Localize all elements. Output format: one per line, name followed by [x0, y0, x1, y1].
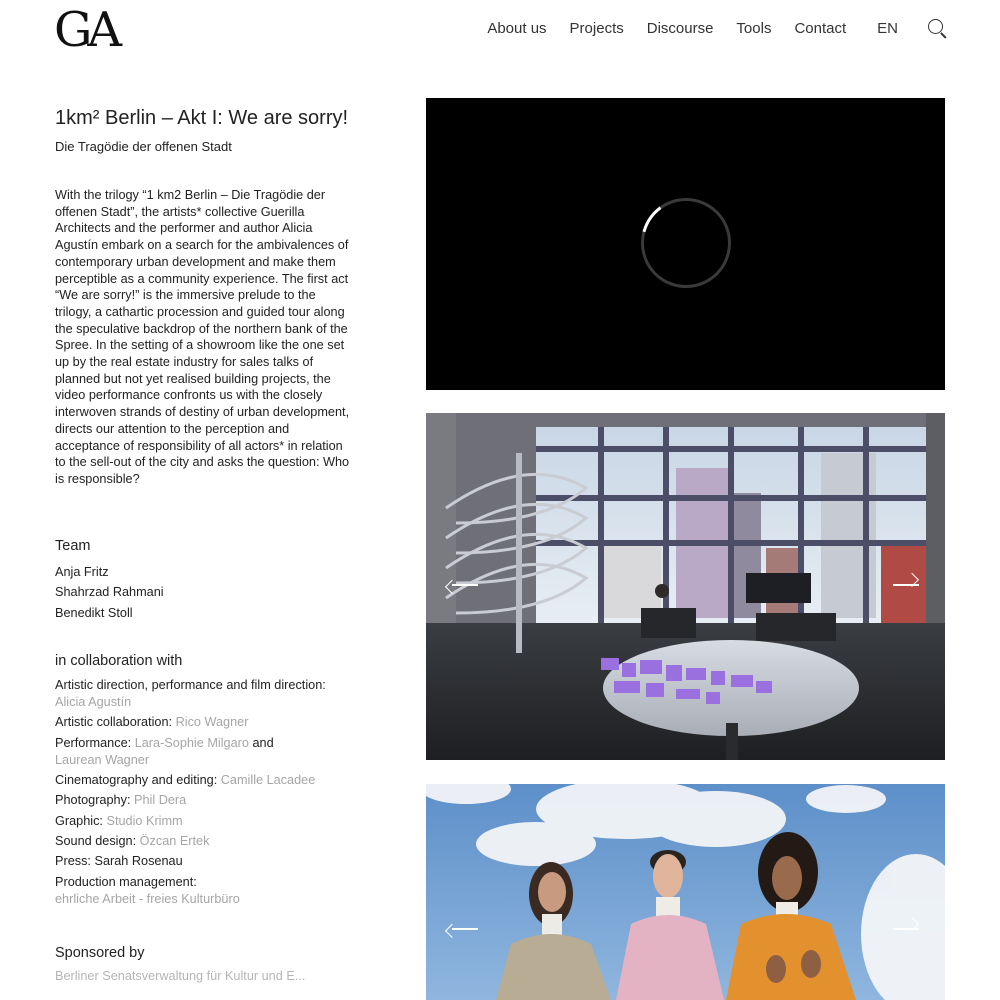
credit-row — [55, 772, 355, 789]
arrow-right-icon — [893, 584, 919, 586]
credit-row — [55, 853, 355, 870]
credit-row — [55, 833, 355, 850]
page-title: 1km² Berlin – Akt I: We are sorry! — [55, 107, 349, 129]
video-player[interactable] — [426, 98, 945, 390]
site-header — [0, 0, 1000, 70]
gallery-next-button[interactable] — [891, 919, 921, 939]
nav-discourse[interactable]: Discourse — [646, 20, 714, 37]
credit-role: Press: Sarah Rosenau — [55, 854, 183, 869]
credit-role: Graphic: — [55, 813, 103, 828]
credit-name-link[interactable]: Rico Wagner — [175, 715, 249, 730]
gallery-prev-button[interactable] — [450, 575, 480, 595]
credit-row — [55, 813, 355, 830]
credit-row — [55, 735, 355, 769]
main-nav — [464, 18, 948, 40]
credit-name-link[interactable]: Phil Dera — [134, 793, 187, 808]
project-info — [55, 107, 355, 983]
page-subtitle: Die Tragödie der offenen Stadt — [55, 139, 232, 154]
gallery-prev-button[interactable] — [450, 919, 480, 939]
team-member: Shahrzad Rahmani — [55, 585, 164, 600]
credit-name-link[interactable]: Studio Krimm — [106, 813, 183, 828]
credit-role: Photography: — [55, 793, 131, 808]
project-description: With the trilogy “1 km2 Berlin – Die Tragödie der offenen Stadt”, the artists* collective Guerilla Architects and the performer and author Alicia Agustín embark on a search for the ambivalences of contemporary urban development and make them perceptible as a community experience. The first act “We are sorry!” is the immersive prelude to the trilogy, a cathartic procession and guided tour along the speculative backdrop of the northern bank of the Spree. In the setting of a showroom like the one set up by the real estate industry for sales talks of planned but not yet realised building projects, the video performance confronts us with the closely interwoven strands of destiny of urban development, directs our attention to the perception and acceptance of responsibility of all actors* in relation to the sell-out of the city and asks the question: Who is responsible? — [55, 188, 350, 486]
credit-role: Sound design: — [55, 834, 137, 849]
credit-name-link[interactable]: Lara-Sophie Milgaro — [134, 735, 249, 750]
team-member: Benedikt Stoll — [55, 605, 133, 620]
team-heading: Team — [55, 537, 91, 554]
credit-role: Artistic direction, performance and film direction: — [55, 678, 326, 693]
credit-name-link[interactable]: ehrliche Arbeit - freies Kulturbüro — [55, 891, 240, 906]
sponsor-text[interactable]: Berliner Senatsverwaltung für Kultur und E... — [55, 969, 306, 984]
logo[interactable]: GA — [54, 2, 118, 58]
collaboration-heading: in collaboration with — [55, 653, 183, 670]
team-member: Anja Fritz — [55, 564, 109, 579]
credit-role: Artistic collaboration: — [55, 715, 173, 730]
sponsor-heading: Sponsored by — [55, 945, 145, 962]
nav-contact[interactable]: Contact — [794, 20, 847, 37]
arrow-right-icon — [893, 928, 919, 930]
credit-row — [55, 714, 355, 731]
credit-role: Cinematography and editing: — [55, 772, 218, 787]
credit-row — [55, 677, 355, 711]
image-gallery-showroom[interactable] — [426, 413, 945, 760]
credit-name-link[interactable]: Özcan Ertek — [139, 834, 210, 849]
performers-photo — [426, 784, 945, 1000]
credit-name-link[interactable]: Laurean Wagner — [55, 752, 150, 767]
credit-row — [55, 792, 355, 809]
credit-role: Performance: — [55, 735, 132, 750]
language-switch[interactable]: EN — [877, 20, 898, 37]
team-list — [55, 562, 355, 624]
credit-name-link[interactable]: Camille Lacadee — [220, 772, 316, 787]
credit-separator: and — [252, 735, 274, 750]
collaboration-list — [55, 677, 355, 907]
gallery-next-button[interactable] — [891, 575, 921, 595]
nav-projects[interactable]: Projects — [569, 20, 624, 37]
showroom-photo — [426, 413, 945, 760]
credit-role: Production management: — [55, 874, 197, 889]
nav-tools[interactable]: Tools — [736, 20, 772, 37]
credit-name-link[interactable]: Alicia Agustín — [55, 694, 132, 709]
credit-row — [55, 874, 355, 908]
nav-about-us[interactable]: About us — [487, 20, 547, 37]
search-icon[interactable] — [928, 19, 948, 39]
image-gallery-performers[interactable] — [426, 784, 945, 1000]
